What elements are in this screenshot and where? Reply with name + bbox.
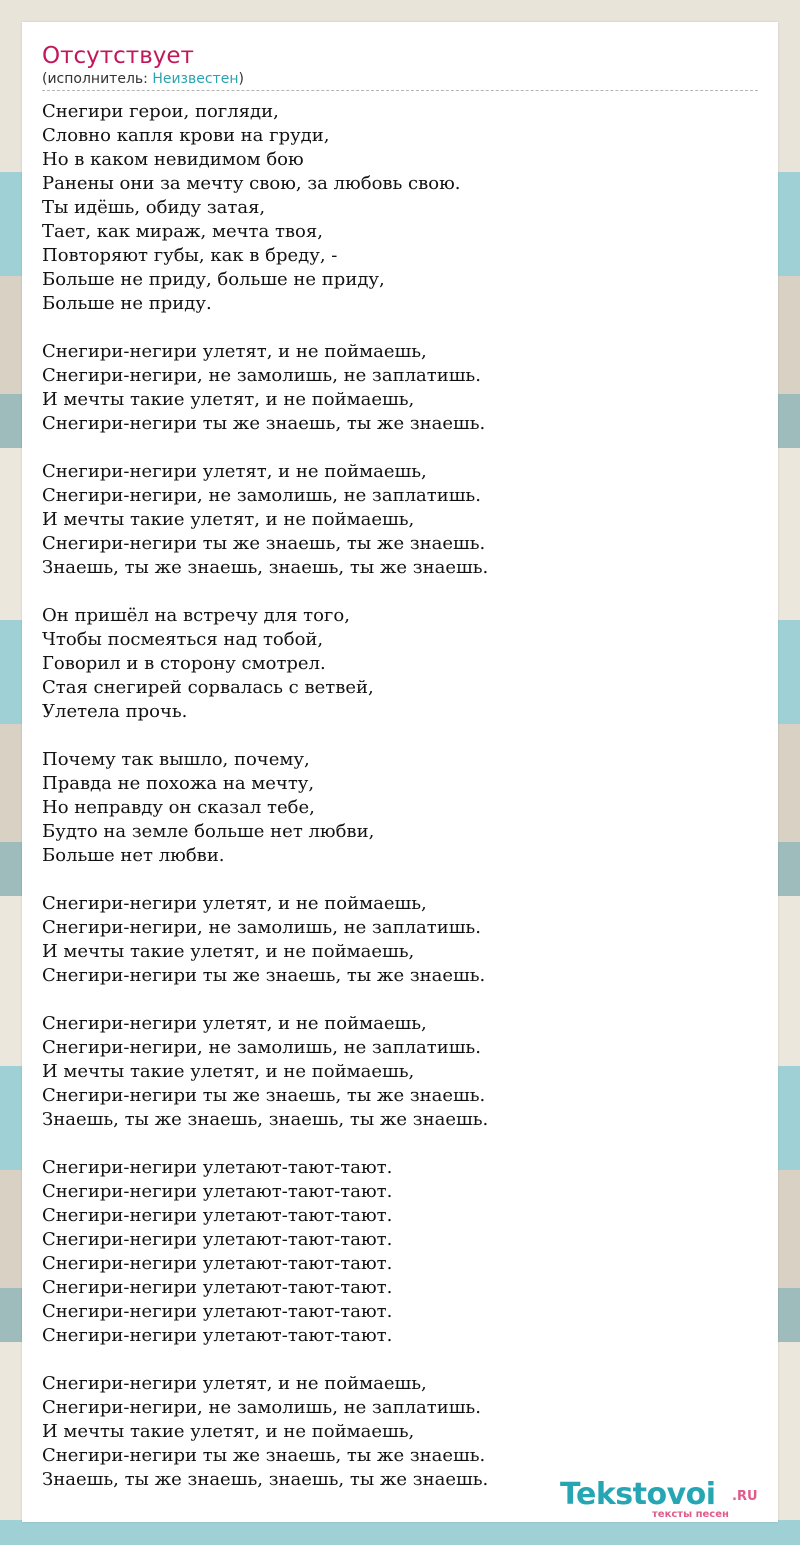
lyrics-card — [22, 22, 778, 1522]
title-divider — [42, 90, 758, 91]
artist-prefix: (исполнитель: — [42, 71, 153, 87]
logo-tagline: тексты песен — [652, 1509, 729, 1520]
artist-link[interactable]: Неизвестен — [152, 71, 239, 87]
artist-suffix: ) — [238, 71, 244, 87]
song-title: Отсутствует — [42, 43, 194, 69]
artist-line — [42, 70, 244, 88]
lyrics-text: Снегири герои, погляди, Словно капля крови на груди, Но в каком невидимом бою Ранены они за мечту свою, за любовь свою. Ты идёшь, обиду затая, Тает, как мираж, мечта твоя, Повторяют губы, как в бреду, - Больше не приду, больше не приду, Больше не приду. Снегири-негири улетят, и не поймаешь, Снегири-негири, не замолишь, не заплатишь. И мечты такие улетят, и не поймаешь, Снегири-негири ты же знаешь, ты же знаешь. Снегири-негири улетят, и не поймаешь, Снегири-негири, не замолишь, не заплатишь. И мечты такие улетят, и не поймаешь, Снегири-негири ты же знаешь, ты же знаешь. Знаешь, ты же знаешь, знаешь, ты же знаешь. Он пришёл на встречу для того, Чтобы посмеяться над тобой, Говорил и в сторону смотрел. Стая снегирей сорвалась с ветвей, Улетела прочь. Почему так вышло, почему, Правда не похожа на мечту, Но неправду он сказал тебе, Будто на земле больше нет любви, Больше нет любви. Снегири-негири улетят, и не поймаешь, Снегири-негири, не замолишь, не заплатишь. И мечты такие улетят, и не поймаешь, Снегири-негири ты же знаешь, ты же знаешь. Снегири-негири улетят, и не поймаешь, Снегири-негири, не замолишь, не заплатишь. И мечты такие улетят, и не поймаешь, Снегири-негири ты же знаешь, ты же знаешь. Знаешь, ты же знаешь, знаешь, ты же знаешь. Снегири-негири улетают-тают-тают. Снегири-негири улетают-тают-тают. Снегири-негири улетают-тают-тают. Снегири-негири улетают-тают-тают. Снегири-негири улетают-тают-тают. Снегири-негири улетают-тают-тают. Снегири-негири улетают-тают-тают. Снегири-негири улетают-тают-тают. Снегири-негири улетят, и не поймаешь, Снегири-негири, не замолишь, не заплатишь. И мечты такие улетят, и не поймаешь, Снегири-негири ты же знаешь, ты же знаешь. Знаешь, ты же знаешь, знаешь, ты же знаешь. — [42, 101, 489, 1490]
logo-name: Tekstovoi — [560, 1477, 716, 1512]
logo-tld: .RU — [732, 1489, 758, 1504]
site-logo[interactable] — [560, 1478, 770, 1522]
